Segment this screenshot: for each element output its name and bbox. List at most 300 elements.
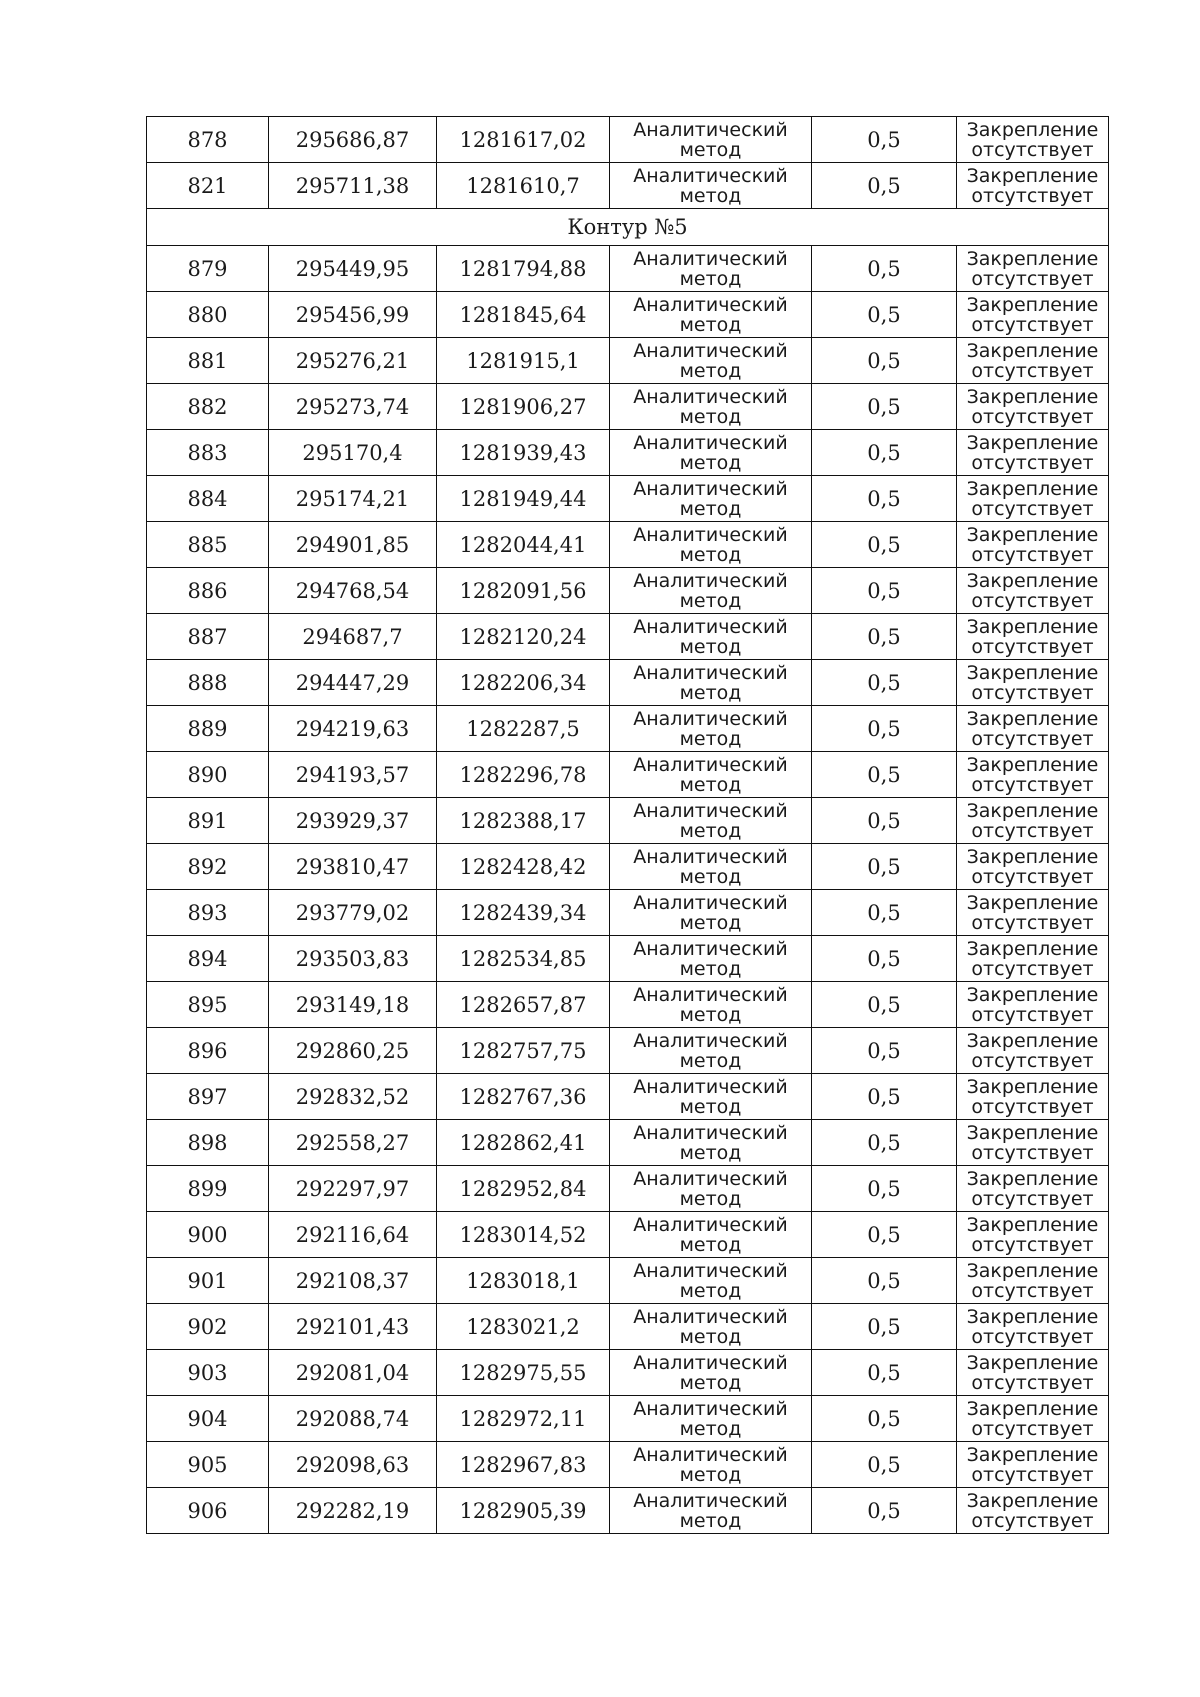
method-line1: Аналитический <box>633 661 788 684</box>
method-line1: Аналитический <box>633 1167 788 1190</box>
fixing-line2: отсутствует <box>971 543 1094 566</box>
point-id-cell: 892 <box>147 844 269 890</box>
y-coordinate-cell: 1281794,88 <box>437 246 610 292</box>
section-header <box>147 209 1109 246</box>
y-coordinate-cell: 1282428,42 <box>437 844 610 890</box>
accuracy-cell: 0,5 <box>812 936 957 982</box>
fixing-cell <box>957 430 1109 476</box>
x-coordinate-cell: 295456,99 <box>269 292 437 338</box>
y-coordinate-cell: 1281845,64 <box>437 292 610 338</box>
x-coordinate-cell: 292282,19 <box>269 1488 437 1534</box>
method-line1: Аналитический <box>633 247 788 270</box>
y-coordinate-cell: 1282905,39 <box>437 1488 610 1534</box>
accuracy-cell: 0,5 <box>812 430 957 476</box>
method-cell <box>610 1028 812 1074</box>
fixing-cell <box>957 706 1109 752</box>
fixing-cell <box>957 163 1109 209</box>
accuracy-cell: 0,5 <box>812 1442 957 1488</box>
method-cell <box>610 752 812 798</box>
method-line1: Аналитический <box>633 1213 788 1236</box>
fixing-line2: отсутствует <box>971 1371 1094 1394</box>
y-coordinate-cell: 1282534,85 <box>437 936 610 982</box>
fixing-cell <box>957 1120 1109 1166</box>
y-coordinate-cell: 1282388,17 <box>437 798 610 844</box>
x-coordinate-cell: 292081,04 <box>269 1350 437 1396</box>
fixing-line2: отсутствует <box>971 1233 1094 1256</box>
table-row <box>147 163 1109 209</box>
method-line2: метод <box>679 1095 742 1118</box>
table-row <box>147 1442 1109 1488</box>
method-cell <box>610 384 812 430</box>
accuracy-cell: 0,5 <box>812 1074 957 1120</box>
table-row <box>147 1258 1109 1304</box>
fixing-line2: отсутствует <box>971 1509 1094 1532</box>
x-coordinate-cell: 292558,27 <box>269 1120 437 1166</box>
method-cell <box>610 1074 812 1120</box>
fixing-line1: Закрепление <box>966 569 1099 592</box>
method-line1: Аналитический <box>633 1489 788 1512</box>
point-id-cell: 881 <box>147 338 269 384</box>
fixing-line2: отсутствует <box>971 138 1094 161</box>
method-line1: Аналитический <box>633 1259 788 1282</box>
table-row <box>147 660 1109 706</box>
method-cell <box>610 117 812 163</box>
point-id-cell: 905 <box>147 1442 269 1488</box>
fixing-line2: отсутствует <box>971 267 1094 290</box>
y-coordinate-cell: 1282862,41 <box>437 1120 610 1166</box>
table-row <box>147 338 1109 384</box>
fixing-cell <box>957 936 1109 982</box>
method-line1: Аналитический <box>633 164 788 187</box>
accuracy-cell: 0,5 <box>812 706 957 752</box>
point-id-cell: 903 <box>147 1350 269 1396</box>
accuracy-cell: 0,5 <box>812 117 957 163</box>
method-line1: Аналитический <box>633 615 788 638</box>
y-coordinate-cell: 1281939,43 <box>437 430 610 476</box>
method-cell <box>610 1166 812 1212</box>
table-row <box>147 1212 1109 1258</box>
y-coordinate-cell: 1282972,11 <box>437 1396 610 1442</box>
fixing-line2: отсутствует <box>971 911 1094 934</box>
accuracy-cell: 0,5 <box>812 163 957 209</box>
table-row <box>147 476 1109 522</box>
fixing-line2: отсутствует <box>971 1049 1094 1072</box>
y-coordinate-cell: 1281949,44 <box>437 476 610 522</box>
table-row <box>147 292 1109 338</box>
method-line2: метод <box>679 911 742 934</box>
point-id-cell: 902 <box>147 1304 269 1350</box>
fixing-line2: отсутствует <box>971 1187 1094 1210</box>
fixing-line1: Закрепление <box>966 983 1099 1006</box>
fixing-line2: отсутствует <box>971 405 1094 428</box>
x-coordinate-cell: 295174,21 <box>269 476 437 522</box>
method-line1: Аналитический <box>633 569 788 592</box>
fixing-cell <box>957 1350 1109 1396</box>
x-coordinate-cell: 295711,38 <box>269 163 437 209</box>
method-line2: метод <box>679 184 742 207</box>
table-row <box>147 384 1109 430</box>
fixing-cell <box>957 1304 1109 1350</box>
method-cell <box>610 1212 812 1258</box>
method-line2: метод <box>679 405 742 428</box>
method-line2: метод <box>679 865 742 888</box>
fixing-cell <box>957 1166 1109 1212</box>
point-id-cell: 879 <box>147 246 269 292</box>
accuracy-cell: 0,5 <box>812 1258 957 1304</box>
point-id-cell: 904 <box>147 1396 269 1442</box>
fixing-line1: Закрепление <box>966 1489 1099 1512</box>
method-line2: метод <box>679 1233 742 1256</box>
x-coordinate-cell: 294687,7 <box>269 614 437 660</box>
method-line2: метод <box>679 727 742 750</box>
method-line2: метод <box>679 819 742 842</box>
x-coordinate-cell: 292098,63 <box>269 1442 437 1488</box>
y-coordinate-cell: 1282757,75 <box>437 1028 610 1074</box>
fixing-line1: Закрепление <box>966 1121 1099 1144</box>
point-id-cell: 821 <box>147 163 269 209</box>
method-cell <box>610 1120 812 1166</box>
fixing-line2: отсутствует <box>971 681 1094 704</box>
accuracy-cell: 0,5 <box>812 982 957 1028</box>
fixing-cell <box>957 117 1109 163</box>
method-cell <box>610 982 812 1028</box>
fixing-line2: отсутствует <box>971 865 1094 888</box>
fixing-cell <box>957 660 1109 706</box>
point-id-cell: 900 <box>147 1212 269 1258</box>
method-line2: метод <box>679 359 742 382</box>
method-cell <box>610 1396 812 1442</box>
fixing-line2: отсутствует <box>971 1095 1094 1118</box>
method-line1: Аналитический <box>633 1029 788 1052</box>
table-row <box>147 798 1109 844</box>
x-coordinate-cell: 293810,47 <box>269 844 437 890</box>
fixing-line1: Закрепление <box>966 1213 1099 1236</box>
point-id-cell: 880 <box>147 292 269 338</box>
method-line2: метод <box>679 267 742 290</box>
fixing-line1: Закрепление <box>966 1259 1099 1282</box>
fixing-line2: отсутствует <box>971 727 1094 750</box>
fixing-cell <box>957 476 1109 522</box>
method-line1: Аналитический <box>633 937 788 960</box>
y-coordinate-cell: 1282975,55 <box>437 1350 610 1396</box>
fixing-cell <box>957 752 1109 798</box>
x-coordinate-cell: 293929,37 <box>269 798 437 844</box>
method-line1: Аналитический <box>633 891 788 914</box>
y-coordinate-cell: 1281915,1 <box>437 338 610 384</box>
fixing-cell <box>957 1074 1109 1120</box>
table-row <box>147 1350 1109 1396</box>
accuracy-cell: 0,5 <box>812 752 957 798</box>
fixing-line1: Закрепление <box>966 661 1099 684</box>
method-cell <box>610 522 812 568</box>
fixing-cell <box>957 1028 1109 1074</box>
method-line1: Аналитический <box>633 1305 788 1328</box>
table-row <box>147 246 1109 292</box>
method-line2: метод <box>679 1187 742 1210</box>
section-row <box>147 209 1109 246</box>
y-coordinate-cell: 1281617,02 <box>437 117 610 163</box>
method-line1: Аналитический <box>633 339 788 362</box>
method-line2: метод <box>679 1463 742 1486</box>
point-id-cell: 899 <box>147 1166 269 1212</box>
method-cell <box>610 292 812 338</box>
point-id-cell: 898 <box>147 1120 269 1166</box>
method-line1: Аналитический <box>633 1443 788 1466</box>
fixing-line2: отсутствует <box>971 1325 1094 1348</box>
point-id-cell: 884 <box>147 476 269 522</box>
y-coordinate-cell: 1283014,52 <box>437 1212 610 1258</box>
table-row <box>147 614 1109 660</box>
method-line1: Аналитический <box>633 845 788 868</box>
fixing-line1: Закрепление <box>966 1029 1099 1052</box>
method-cell <box>610 1304 812 1350</box>
accuracy-cell: 0,5 <box>812 338 957 384</box>
method-cell <box>610 246 812 292</box>
accuracy-cell: 0,5 <box>812 1166 957 1212</box>
accuracy-cell: 0,5 <box>812 522 957 568</box>
method-line1: Аналитический <box>633 431 788 454</box>
x-coordinate-cell: 292101,43 <box>269 1304 437 1350</box>
fixing-line2: отсутствует <box>971 1463 1094 1486</box>
method-cell <box>610 1442 812 1488</box>
y-coordinate-cell: 1282120,24 <box>437 614 610 660</box>
fixing-cell <box>957 384 1109 430</box>
accuracy-cell: 0,5 <box>812 844 957 890</box>
table-row <box>147 936 1109 982</box>
method-line2: метод <box>679 1509 742 1532</box>
table-row <box>147 1396 1109 1442</box>
x-coordinate-cell: 294447,29 <box>269 660 437 706</box>
table-body-before <box>147 117 1109 209</box>
accuracy-cell: 0,5 <box>812 1120 957 1166</box>
fixing-line2: отсутствует <box>971 451 1094 474</box>
fixing-line1: Закрепление <box>966 339 1099 362</box>
accuracy-cell: 0,5 <box>812 1304 957 1350</box>
y-coordinate-cell: 1282657,87 <box>437 982 610 1028</box>
fixing-line2: отсутствует <box>971 957 1094 980</box>
accuracy-cell: 0,5 <box>812 890 957 936</box>
fixing-cell <box>957 798 1109 844</box>
fixing-line2: отсутствует <box>971 635 1094 658</box>
y-coordinate-cell: 1282767,36 <box>437 1074 610 1120</box>
fixing-cell <box>957 1488 1109 1534</box>
x-coordinate-cell: 295686,87 <box>269 117 437 163</box>
y-coordinate-cell: 1282439,34 <box>437 890 610 936</box>
fixing-line1: Закрепление <box>966 477 1099 500</box>
method-cell <box>610 568 812 614</box>
accuracy-cell: 0,5 <box>812 246 957 292</box>
method-line2: метод <box>679 1003 742 1026</box>
y-coordinate-cell: 1282952,84 <box>437 1166 610 1212</box>
fixing-cell <box>957 1396 1109 1442</box>
table-body-after <box>147 246 1109 1534</box>
fixing-cell <box>957 844 1109 890</box>
accuracy-cell: 0,5 <box>812 1488 957 1534</box>
method-line1: Аналитический <box>633 1075 788 1098</box>
method-cell <box>610 1258 812 1304</box>
method-line1: Аналитический <box>633 799 788 822</box>
accuracy-cell: 0,5 <box>812 384 957 430</box>
fixing-line2: отсутствует <box>971 359 1094 382</box>
fixing-cell <box>957 890 1109 936</box>
fixing-line1: Закрепление <box>966 1305 1099 1328</box>
point-id-cell: 901 <box>147 1258 269 1304</box>
fixing-cell <box>957 614 1109 660</box>
method-line2: метод <box>679 957 742 980</box>
table-row <box>147 890 1109 936</box>
method-line2: метод <box>679 1417 742 1440</box>
fixing-line1: Закрепление <box>966 615 1099 638</box>
method-line2: метод <box>679 138 742 161</box>
method-cell <box>610 844 812 890</box>
x-coordinate-cell: 292088,74 <box>269 1396 437 1442</box>
fixing-line2: отсутствует <box>971 497 1094 520</box>
y-coordinate-cell: 1281610,7 <box>437 163 610 209</box>
method-cell <box>610 1350 812 1396</box>
fixing-cell <box>957 568 1109 614</box>
point-id-cell: 882 <box>147 384 269 430</box>
y-coordinate-cell: 1282206,34 <box>437 660 610 706</box>
table-row <box>147 117 1109 163</box>
method-line1: Аналитический <box>633 983 788 1006</box>
accuracy-cell: 0,5 <box>812 614 957 660</box>
method-cell <box>610 476 812 522</box>
fixing-cell <box>957 1442 1109 1488</box>
fixing-cell <box>957 292 1109 338</box>
accuracy-cell: 0,5 <box>812 660 957 706</box>
fixing-line2: отсутствует <box>971 773 1094 796</box>
method-line2: метод <box>679 1141 742 1164</box>
point-id-cell: 878 <box>147 117 269 163</box>
x-coordinate-cell: 292860,25 <box>269 1028 437 1074</box>
fixing-line1: Закрепление <box>966 118 1099 141</box>
method-line1: Аналитический <box>633 118 788 141</box>
y-coordinate-cell: 1282091,56 <box>437 568 610 614</box>
fixing-cell <box>957 338 1109 384</box>
fixing-line2: отсутствует <box>971 313 1094 336</box>
fixing-line1: Закрепление <box>966 707 1099 730</box>
table-row <box>147 1166 1109 1212</box>
method-line2: метод <box>679 543 742 566</box>
method-line2: метод <box>679 451 742 474</box>
table-row <box>147 522 1109 568</box>
method-cell <box>610 614 812 660</box>
accuracy-cell: 0,5 <box>812 1212 957 1258</box>
fixing-line1: Закрепление <box>966 164 1099 187</box>
table-row <box>147 1074 1109 1120</box>
x-coordinate-cell: 292108,37 <box>269 1258 437 1304</box>
x-coordinate-cell: 293779,02 <box>269 890 437 936</box>
fixing-line1: Закрепление <box>966 293 1099 316</box>
x-coordinate-cell: 294219,63 <box>269 706 437 752</box>
point-id-cell: 895 <box>147 982 269 1028</box>
fixing-line1: Закрепление <box>966 523 1099 546</box>
y-coordinate-cell: 1282296,78 <box>437 752 610 798</box>
y-coordinate-cell: 1283018,1 <box>437 1258 610 1304</box>
point-id-cell: 886 <box>147 568 269 614</box>
method-line2: метод <box>679 1325 742 1348</box>
method-cell <box>610 706 812 752</box>
table-row <box>147 752 1109 798</box>
accuracy-cell: 0,5 <box>812 1028 957 1074</box>
y-coordinate-cell: 1281906,27 <box>437 384 610 430</box>
fixing-line1: Закрепление <box>966 753 1099 776</box>
table-row <box>147 430 1109 476</box>
fixing-line2: отсутствует <box>971 1141 1094 1164</box>
method-line1: Аналитический <box>633 1397 788 1420</box>
accuracy-cell: 0,5 <box>812 292 957 338</box>
point-id-cell: 888 <box>147 660 269 706</box>
method-line2: метод <box>679 497 742 520</box>
y-coordinate-cell: 1282967,83 <box>437 1442 610 1488</box>
method-cell <box>610 660 812 706</box>
point-id-cell: 883 <box>147 430 269 476</box>
point-id-cell: 906 <box>147 1488 269 1534</box>
x-coordinate-cell: 294901,85 <box>269 522 437 568</box>
fixing-line2: отсутствует <box>971 1003 1094 1026</box>
x-coordinate-cell: 292297,97 <box>269 1166 437 1212</box>
coordinates-table <box>146 116 1109 1534</box>
x-coordinate-cell: 295273,74 <box>269 384 437 430</box>
method-line1: Аналитический <box>633 1351 788 1374</box>
method-line2: метод <box>679 313 742 336</box>
table-row <box>147 1304 1109 1350</box>
fixing-line1: Закрепление <box>966 799 1099 822</box>
fixing-line2: отсутствует <box>971 184 1094 207</box>
fixing-line1: Закрепление <box>966 1397 1099 1420</box>
method-line2: метод <box>679 589 742 612</box>
x-coordinate-cell: 294193,57 <box>269 752 437 798</box>
method-line1: Аналитический <box>633 293 788 316</box>
fixing-line1: Закрепление <box>966 891 1099 914</box>
fixing-cell <box>957 982 1109 1028</box>
method-cell <box>610 338 812 384</box>
method-line2: метод <box>679 1049 742 1072</box>
accuracy-cell: 0,5 <box>812 568 957 614</box>
method-line1: Аналитический <box>633 385 788 408</box>
x-coordinate-cell: 295449,95 <box>269 246 437 292</box>
fixing-line1: Закрепление <box>966 431 1099 454</box>
method-line1: Аналитический <box>633 1121 788 1144</box>
fixing-line2: отсутствует <box>971 819 1094 842</box>
table-row <box>147 568 1109 614</box>
table-row <box>147 982 1109 1028</box>
x-coordinate-cell: 295276,21 <box>269 338 437 384</box>
x-coordinate-cell: 293149,18 <box>269 982 437 1028</box>
fixing-cell <box>957 246 1109 292</box>
method-cell <box>610 163 812 209</box>
point-id-cell: 889 <box>147 706 269 752</box>
accuracy-cell: 0,5 <box>812 476 957 522</box>
method-cell <box>610 936 812 982</box>
x-coordinate-cell: 294768,54 <box>269 568 437 614</box>
table-row <box>147 1120 1109 1166</box>
method-line1: Аналитический <box>633 477 788 500</box>
fixing-cell <box>957 522 1109 568</box>
fixing-line1: Закрепление <box>966 385 1099 408</box>
point-id-cell: 890 <box>147 752 269 798</box>
fixing-line2: отсутствует <box>971 1279 1094 1302</box>
method-cell <box>610 890 812 936</box>
fixing-line1: Закрепление <box>966 937 1099 960</box>
fixing-line1: Закрепление <box>966 1443 1099 1466</box>
fixing-line2: отсутствует <box>971 589 1094 612</box>
accuracy-cell: 0,5 <box>812 1350 957 1396</box>
x-coordinate-cell: 295170,4 <box>269 430 437 476</box>
method-line1: Аналитический <box>633 523 788 546</box>
point-id-cell: 897 <box>147 1074 269 1120</box>
table-row <box>147 1488 1109 1534</box>
